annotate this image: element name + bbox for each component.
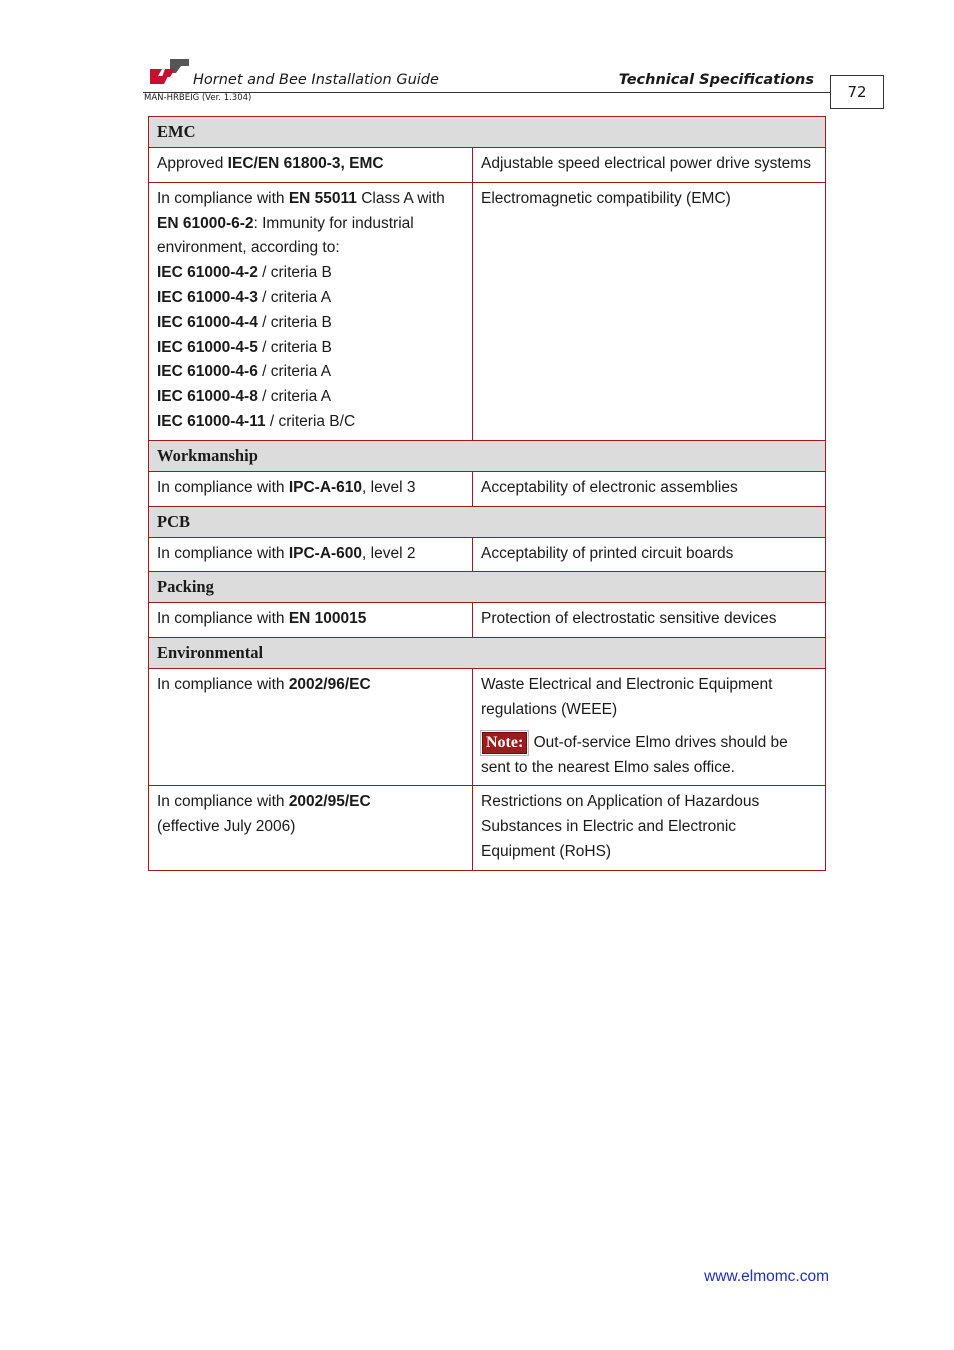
standard-code: EN 100015 [288,610,367,628]
standard-text: In compliance with [157,189,289,207]
website-link[interactable]: www.elmomc.com [704,1268,829,1285]
spec-description-cell: Acceptability of electronic assemblies [473,471,826,506]
standard-text: In compliance with [157,610,289,628]
standard-code: IPC-A-610 [288,478,363,496]
standard-code: EN 55011 [288,189,357,207]
section-header-packing [149,572,826,603]
description-line: Substances in Electric and Electronic [481,818,737,836]
standard-text: , level 2 [362,544,416,562]
criteria-line [157,336,464,361]
page-number: 72 [830,75,884,109]
criteria-line [157,360,464,385]
elmo-logo-icon [148,57,190,87]
section-title-emc: EMC [149,117,826,148]
table-row [149,148,826,183]
spec-standard-cell [149,148,473,183]
spec-standard-cell [149,603,473,638]
standard-code: IEC/EN 61800-3, EMC [227,155,384,172]
standard-text: Approved [157,155,228,172]
spec-description-cell [473,786,826,870]
section-title-packing: Packing [149,572,826,603]
standard-code: 2002/95/EC [288,793,371,811]
note-block [481,731,817,781]
standard-text: , level 3 [362,478,416,496]
standard-line [157,212,464,237]
spec-description-cell: Acceptability of printed circuit boards [473,537,826,572]
description-line: Equipment (RoHS) [481,842,612,860]
standard-code: IEC 61000-4-8 [157,388,258,406]
table-row [149,669,826,786]
standard-code: IPC-A-600 [288,544,363,562]
section-title-workmanship: Workmanship [149,440,826,471]
table-row [149,603,826,638]
table-row [149,471,826,506]
standard-line: environment, according to: [157,239,340,257]
document-code: MAN-HRBEIG (Ver. 1.304) [144,93,252,103]
section-title-environmental: Environmental [149,638,826,669]
section-header-workmanship [149,440,826,471]
criteria-line [157,261,464,286]
spec-description-cell [473,669,826,786]
standard-text: In compliance with [157,793,289,811]
spec-standard-cell [149,669,473,786]
spec-description-cell: Adjustable speed electrical power drive systems [473,148,826,183]
standard-code: IEC 61000-4-5 [157,338,258,356]
criteria-line [157,286,464,311]
standard-text: In compliance with [157,544,289,562]
standard-code: IEC 61000-4-2 [157,264,258,282]
standard-code: IEC 61000-4-11 [157,412,266,430]
standard-line [157,790,464,815]
section-header-environmental [149,638,826,669]
spec-standard-cell [149,471,473,506]
spec-description-cell: Protection of electrostatic sensitive devices [473,603,826,638]
spec-standard-cell [149,786,473,870]
standard-text: In compliance with [157,478,289,496]
spec-standard-cell [149,182,473,440]
note-label: Note: [482,732,527,754]
criteria-text: / criteria B [257,338,332,356]
criteria-text: / criteria A [257,288,332,306]
criteria-text: / criteria A [257,388,332,406]
standard-code: IEC 61000-4-3 [157,288,258,306]
standard-code: 2002/96/EC [288,676,371,694]
specifications-table [148,116,826,871]
standard-code: EN 61000-6-2 [157,214,254,232]
standard-text: : Immunity for industrial [253,214,414,232]
table-row [149,182,826,440]
note-line: sent to the nearest Elmo sales office. [481,758,735,776]
criteria-line [157,385,464,410]
standard-code: IEC 61000-4-6 [157,363,258,381]
criteria-text: / criteria B [257,264,332,282]
criteria-line [157,410,464,435]
criteria-line [157,311,464,336]
standard-line: (effective July 2006) [157,818,296,836]
section-header-emc [149,117,826,148]
table-row [149,786,826,870]
guide-title: Hornet and Bee Installation Guide [193,72,439,88]
description-line: Waste Electrical and Electronic Equipment [481,676,773,694]
table-row [149,537,826,572]
section-header-pcb [149,506,826,537]
note-line [481,731,817,756]
note-text: Out-of-service Elmo drives should be [529,733,788,751]
description-line: Restrictions on Application of Hazardous [481,793,760,811]
standard-line [157,187,464,212]
section-title: Technical Specifications [618,72,814,88]
description-line: regulations (WEEE) [481,700,618,718]
criteria-text: / criteria B [257,313,332,331]
criteria-text: / criteria B/C [265,412,356,430]
section-title-pcb: PCB [149,506,826,537]
spec-description-cell: Electromagnetic compatibility (EMC) [473,182,826,440]
spec-standard-cell [149,537,473,572]
standard-text: Class A with [356,189,445,207]
standard-code: IEC 61000-4-4 [157,313,258,331]
standard-text: In compliance with [157,676,289,694]
criteria-text: / criteria A [257,363,332,381]
